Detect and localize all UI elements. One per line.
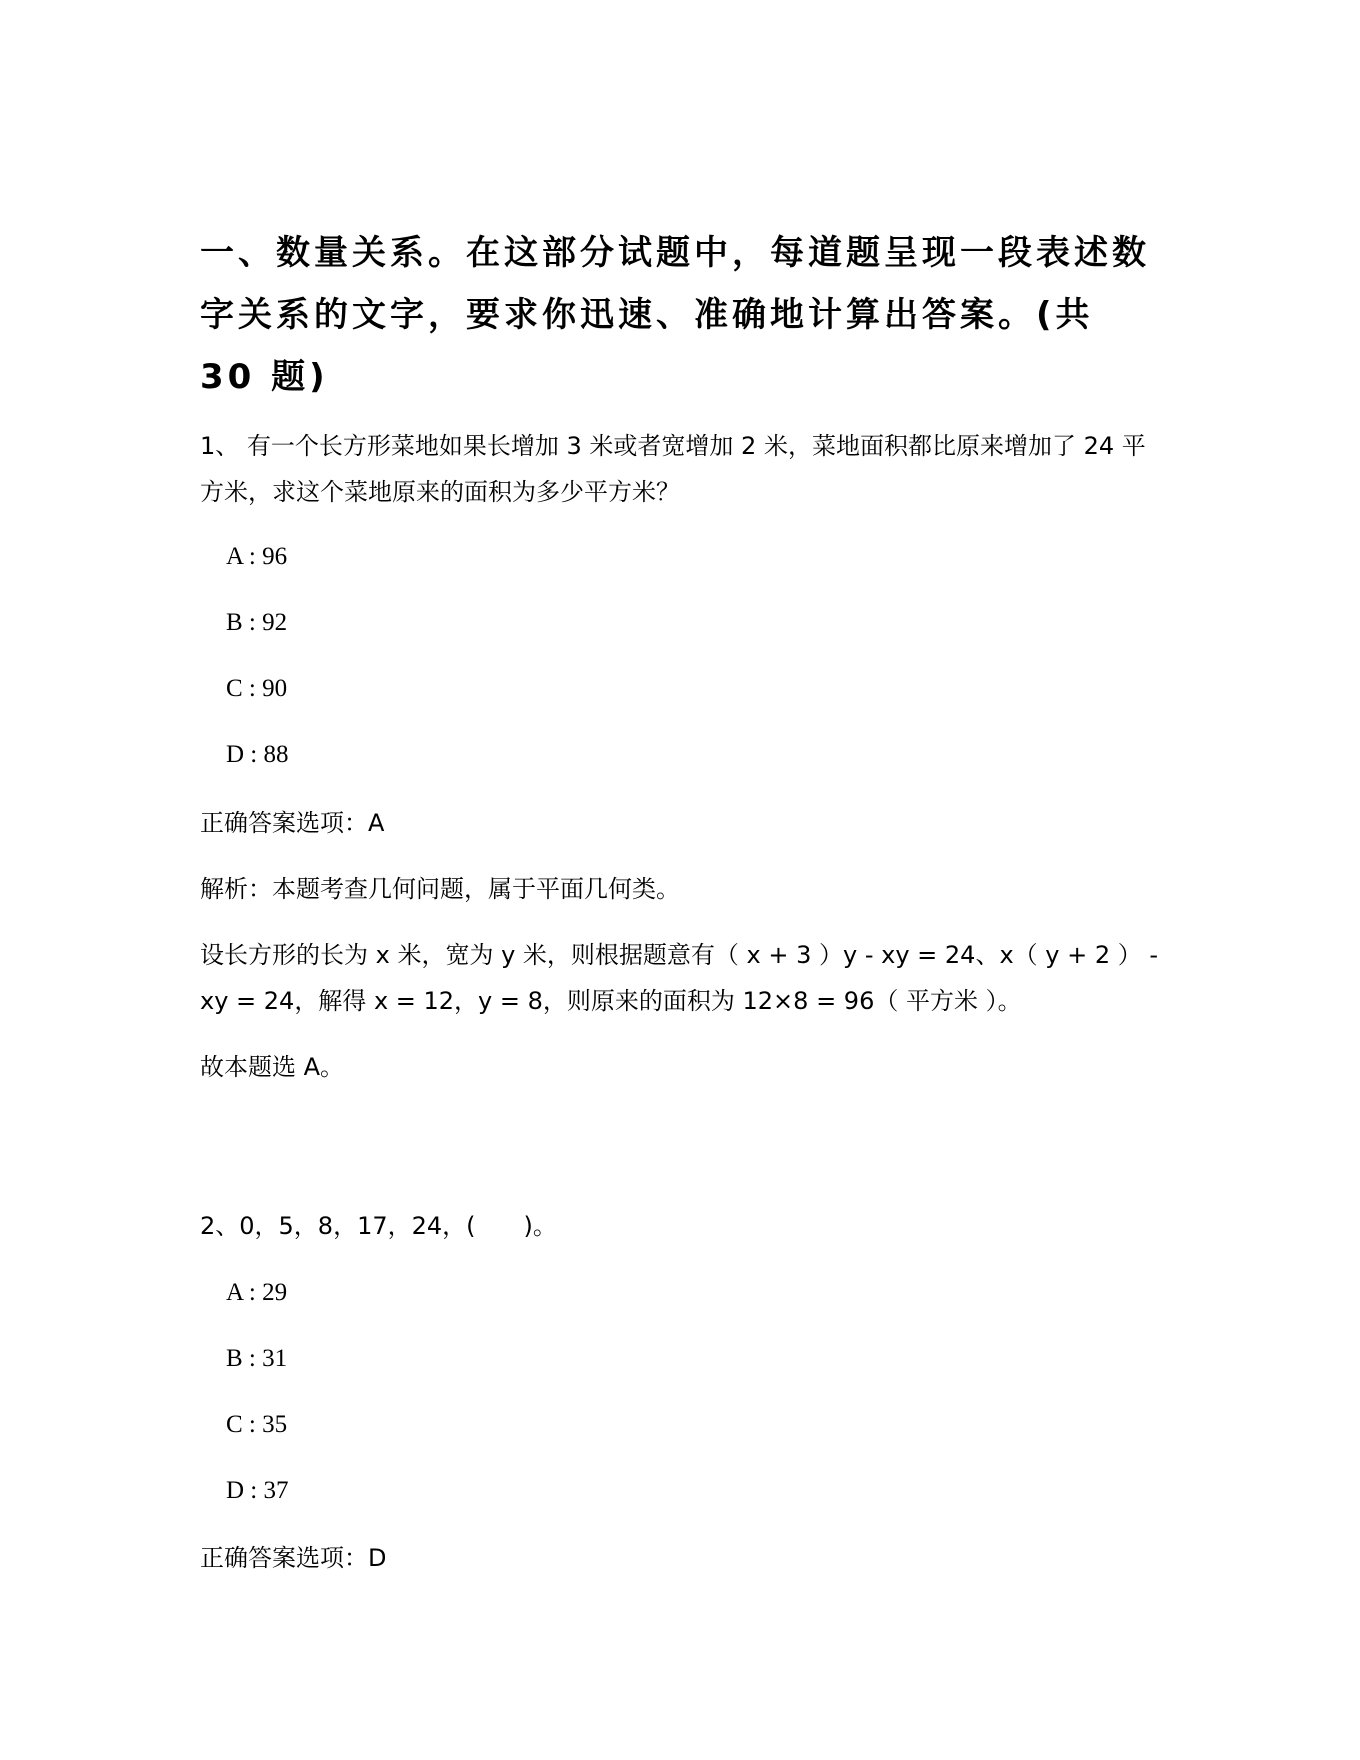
question-1-conclusion: 故本题选 A。	[200, 1053, 345, 1081]
question-2-option-a: A : 29	[226, 1279, 288, 1306]
section-heading: 一、数量关系。在这部分试题中，每道题呈现一段表述数字关系的文字，要求你迅速、准确地计算出答案。(共 30 题)	[200, 233, 1150, 397]
question-1-option-b: B : 92	[226, 609, 288, 636]
question-1-analysis-title: 解析：本题考查几何问题，属于平面几何类。	[200, 875, 680, 903]
question-1-option-d: D : 88	[226, 741, 289, 768]
question-1-analysis-body: 设长方形的长为 x 米，宽为 y 米，则根据题意有（ x + 3 ）y - xy = 24、x（ y + 2 ） - xy = 24，解得 x = 12，y = 8，则原来的面积为 12×8 = 96（ 平方米 ）。	[200, 941, 1159, 1015]
question-2-option-c: C : 35	[226, 1411, 288, 1438]
question-2-option-b: B : 31	[226, 1345, 288, 1372]
question-2-option-d: D : 37	[226, 1477, 289, 1504]
question-2-text: 2、0，5，8，17，24，( )。	[200, 1212, 557, 1240]
question-1-option-a: A : 96	[226, 543, 288, 570]
question-1-text: 1、 有一个长方形菜地如果长增加 3 米或者宽增加 2 米，菜地面积都比原来增加了 24 平方米，求这个菜地原来的面积为多少平方米？	[200, 432, 1146, 506]
question-1-answer: 正确答案选项：A	[200, 809, 385, 837]
question-1-option-c: C : 90	[226, 675, 288, 702]
question-2-answer: 正确答案选项：D	[200, 1544, 387, 1572]
